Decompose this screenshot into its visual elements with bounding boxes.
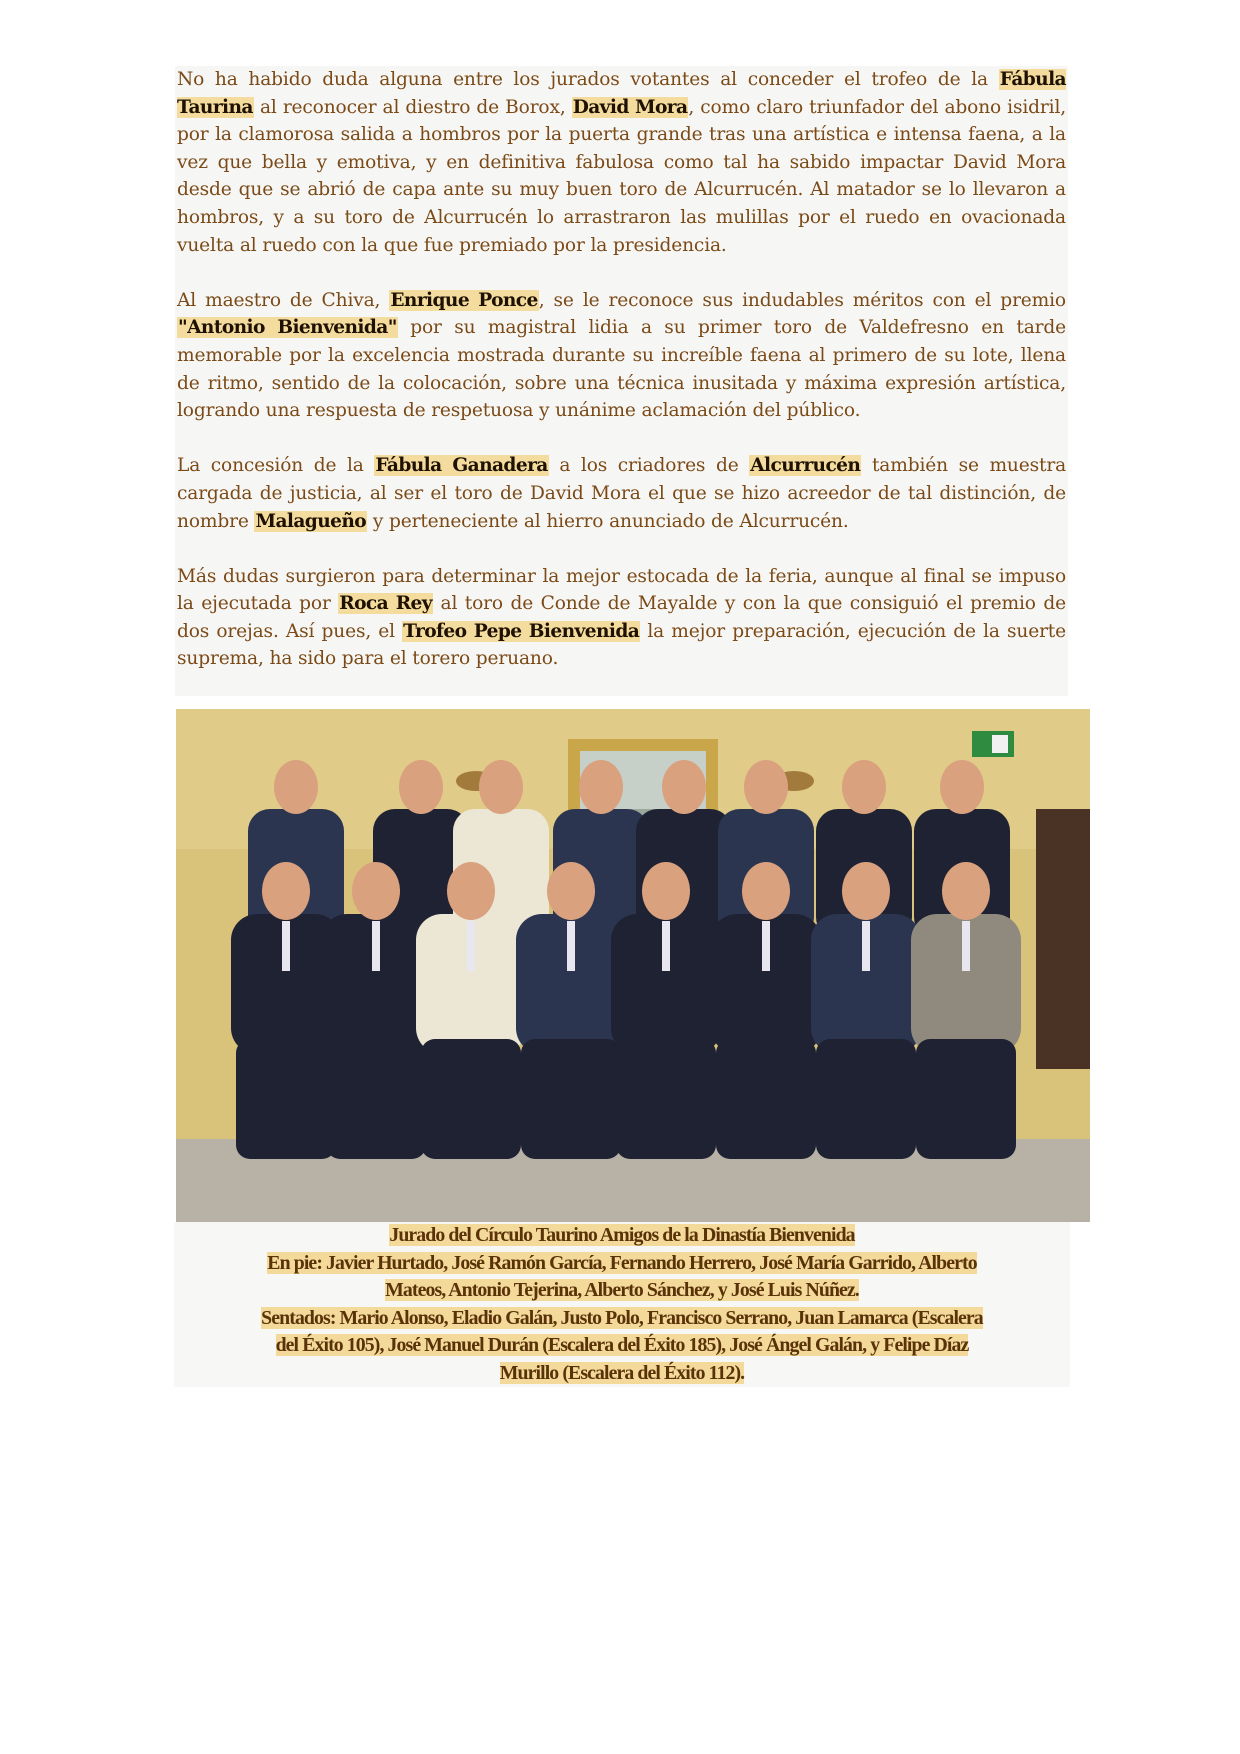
caption-line [174, 1277, 1070, 1305]
shirt-front [372, 921, 380, 971]
text-segment: , se le reconoce sus indudables méritos con el premio [538, 289, 1066, 311]
text-segment: , como claro triunfador del abono isidril, por la clamorosa salida a hombros por la puerta grande tras una artística e intensa faena, a la vez que bella y emotiva, y en definitiva fabulosa como tal ha sabido impactar David Mora desde que se abrió de capa ante su muy buen toro de Alcurrucén. Al matador se lo llevaron a hombros, y a su toro de Alcurrucén lo arrastraron las mulillas por el ruedo en ovacionada vuelta al ruedo con la que fue premiado por la presidencia. [177, 96, 1067, 256]
standing-person-head [399, 760, 443, 814]
caption-title [174, 1222, 1070, 1250]
text-segment: por su magistral lidia a su primer toro de Valdefresno en tarde memorable por la excelencia mostrada durante su increíble faena al primero de su lote, llena de ritmo, sentido de la colocación, sobre una técnica inusitada y máxima expresión artística, logrando una respuesta de respetuosa y unánime aclamación del público. [177, 317, 1066, 422]
paragraph-trofeo-pepe-bienvenida [177, 563, 1066, 673]
seated-person-legs [716, 1039, 816, 1159]
shirt-front [567, 921, 575, 971]
paragraph-fabula-taurina [177, 66, 1066, 259]
highlight-malagueno: Malagueño [255, 510, 367, 532]
caption-line [174, 1332, 1070, 1360]
photo-caption [174, 1222, 1070, 1387]
text-segment: Al maestro de Chiva, [177, 289, 390, 311]
text-segment: No ha habido duda alguna entre los jurados votantes al conceder el trofeo de la [177, 69, 999, 90]
seated-person-head [842, 862, 890, 920]
text-segment: también se muestra cargada de justicia, al ser el toro de David Mora el que se hizo acreedor de tal distinción, de nombre [177, 455, 1066, 532]
seated-person-head [942, 862, 990, 920]
highlight-roca-rey: Roca Rey [339, 593, 432, 615]
shirt-front [662, 921, 670, 971]
text-segment: Más dudas surgieron para determinar la mejor estocada de la feria, aunque al final se impuso la ejecutada por [177, 565, 1066, 615]
caption-line-text: En pie: Javier Hurtado, José Ramón García, Fernando Herrero, José María Garrido, Alberto [267, 1251, 977, 1274]
caption-line [174, 1305, 1070, 1333]
highlight-fabula-taurina: Fábula Taurina [177, 69, 1066, 118]
text-segment: la mejor preparación, ejecución de la suerte suprema, ha sido para el torero peruano. [177, 620, 1066, 670]
group-photo [176, 709, 1090, 1222]
standing-person-head [274, 760, 318, 814]
highlight-enrique-ponce: Enrique Ponce [390, 289, 538, 311]
seated-person-head [742, 862, 790, 920]
seated-person-legs [326, 1039, 426, 1159]
caption-title-text: Jurado del Círculo Taurino Amigos de la Dinastía Bienvenida [389, 1224, 855, 1246]
standing-person-head [842, 760, 886, 814]
caption-line [174, 1360, 1070, 1388]
highlight-antonio-bienvenida: "Antonio Bienvenida" [178, 317, 397, 339]
highlight-fabula-ganadera: Fábula Ganadera [375, 455, 548, 477]
standing-person-head [579, 760, 623, 814]
seated-person-legs [236, 1039, 336, 1159]
seated-person-legs [421, 1039, 521, 1159]
caption-line [174, 1250, 1070, 1278]
article-text [175, 66, 1068, 696]
seated-person-head [642, 862, 690, 920]
shirt-front [467, 921, 475, 971]
shirt-front [962, 921, 970, 971]
seated-person-head [547, 862, 595, 920]
shirt-front [862, 921, 870, 971]
caption-line-text: del Éxito 105), José Manuel Durán (Escalera del Éxito 185), José Ángel Galán, y Felipe Díaz [275, 1334, 969, 1356]
seated-person-head [352, 862, 400, 920]
seated-person-legs [521, 1039, 621, 1159]
exit-sign-icon [972, 731, 1014, 757]
text-segment: al reconocer al diestro de Borox, [253, 96, 572, 118]
seated-person-head [262, 862, 310, 920]
text-segment: a los criadores de [548, 455, 750, 477]
doorway-right [1036, 809, 1090, 1069]
text-segment: al toro de Conde de Mayalde y con la que consiguió el premio de dos orejas. Así pues, el [177, 593, 1066, 642]
paragraph-antonio-bienvenida [177, 287, 1066, 425]
highlight-alcurrucen: Alcurrucén [750, 455, 861, 477]
shirt-front [282, 921, 290, 971]
standing-person-head [479, 760, 523, 814]
caption-line-text: Murillo (Escalera del Éxito 112). [499, 1361, 745, 1384]
seated-person-legs [816, 1039, 916, 1159]
shirt-front [762, 921, 770, 971]
seated-person-legs [616, 1039, 716, 1159]
seated-person-head [447, 862, 495, 920]
standing-person-head [940, 760, 984, 814]
standing-person-head [662, 760, 706, 814]
highlight-david-mora: David Mora [572, 96, 688, 118]
caption-line-text: Sentados: Mario Alonso, Eladio Galán, Justo Polo, Francisco Serrano, Juan Lamarca (Escalera [261, 1306, 983, 1329]
text-segment: La concesión de la [177, 455, 375, 477]
text-segment: y perteneciente al hierro anunciado de Alcurrucén. [367, 510, 849, 532]
paragraph-fabula-ganadera [177, 452, 1066, 535]
standing-person-head [744, 760, 788, 814]
caption-line-text: Mateos, Antonio Tejerina, Alberto Sánchez, y José Luis Núñez. [385, 1279, 859, 1301]
seated-person-legs [916, 1039, 1016, 1159]
highlight-trofeo-pepe-bienvenida: Trofeo Pepe Bienvenida [403, 620, 640, 642]
